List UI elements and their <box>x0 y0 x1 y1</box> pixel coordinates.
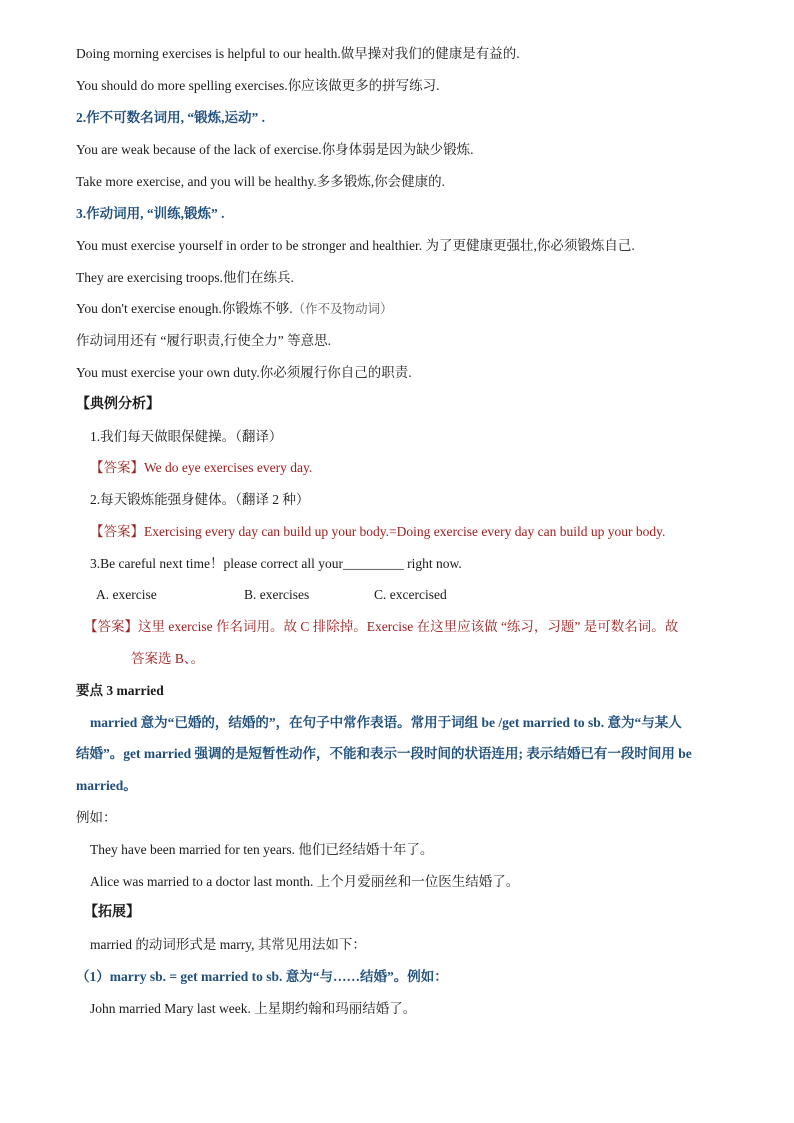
question-2: 2.每天锻炼能强身健体。（翻译 2 种） <box>90 492 310 507</box>
option-c: C. excercised <box>374 587 447 602</box>
extension-title: 【拓展】 <box>84 905 140 920</box>
point-3-paragraph-line-1: married 意为“已婚的，结婚的”，在句子中常作表语。常用于词组 be /get married to sb. 意为“与某人 <box>90 715 682 730</box>
sentence-exercise-yourself: You must exercise yourself in order to be stronger and healthier. 为了更健康更强壮,你必须锻炼自己. <box>76 238 635 253</box>
sentence-spelling-exercises: You should do more spelling exercises.你应该做更多的拼写练习. <box>76 78 440 93</box>
point-3-title: 要点 3 married <box>76 683 164 698</box>
intransitive-note: （作不及物动词） <box>292 302 393 316</box>
option-b: B. exercises <box>244 587 310 602</box>
sentence-morning-exercises: Doing morning exercises is helpful to our health.做早操对我们的健康是有益的. <box>76 46 520 61</box>
point-3-paragraph-line-2: 结婚”。get married 强调的是短暂性动作，不能和表示一段时间的状语连用; 表示结婚已有一段时间用 be <box>76 746 692 761</box>
extension-line-2: （1）marry sb. = get married to sb. 意为“与……结婚”。例如： <box>76 969 448 984</box>
question-1: 1.我们每天做眼保健操。（翻译） <box>90 429 283 444</box>
question-3: 3.Be careful next time！please correct all your_________ right now. <box>90 556 462 571</box>
sentence-exercise-enough <box>76 299 734 319</box>
answer-2-tag: 【答案】 <box>90 524 144 539</box>
answer-2 <box>90 522 734 542</box>
option-a: A. exercise <box>96 587 157 602</box>
point-3-paragraph-line-3: married。 <box>76 778 137 793</box>
sentence-take-more-exercise: Take more exercise, and you will be healthy.多多锻炼,你会健康的. <box>76 174 445 189</box>
extension-line-3: John married Mary last week. 上星期约翰和玛丽结婚了。 <box>90 1001 417 1016</box>
answer-2-text: Exercising every day can build up your body.=Doing exercise every day can build up your body. <box>144 524 666 539</box>
heading-uncountable-noun: 2.作不可数名词用, “锻炼,运动” . <box>76 110 265 125</box>
sentence-lack-of-exercise: You are weak because of the lack of exercise.你身体弱是因为缺少锻炼. <box>76 142 474 157</box>
answer-3 <box>84 617 734 637</box>
example-sentence-1: They have been married for ten years. 他们已经结婚十年了。 <box>90 842 434 857</box>
answer-3-text: 这里 exercise 作名词用。故 C 排除掉。Exercise 在这里应该做 “练习，习题” 是可数名词。故 <box>138 619 679 634</box>
sentence-exercising-troops: They are exercising troops.他们在练兵. <box>76 270 294 285</box>
answer-1-text: We do eye exercises every day. <box>144 460 313 475</box>
sentence-exercise-enough-text: You don't exercise enough.你锻炼不够. <box>76 301 293 316</box>
example-label: 例如： <box>76 810 117 825</box>
answer-1 <box>90 458 734 478</box>
answer-3-continued: 答案选 B、。 <box>131 651 205 666</box>
heading-verb-usage: 3.作动词用, “训练,锻炼” . <box>76 206 225 221</box>
sentence-exercise-duty: You must exercise your own duty.你必须履行你自己的职责. <box>76 365 412 380</box>
example-analysis-title: 【典例分析】 <box>76 397 160 412</box>
answer-3-tag: 【答案】 <box>84 619 138 634</box>
answer-1-tag: 【答案】 <box>90 460 144 475</box>
example-sentence-2: Alice was married to a doctor last month. 上个月爱丽丝和一位医生结婚了。 <box>90 874 520 889</box>
extension-line-1: married 的动词形式是 marry, 其常见用法如下： <box>90 937 366 952</box>
sentence-other-meanings: 作动词用还有 “履行职责,行使全力” 等意思. <box>76 333 331 348</box>
